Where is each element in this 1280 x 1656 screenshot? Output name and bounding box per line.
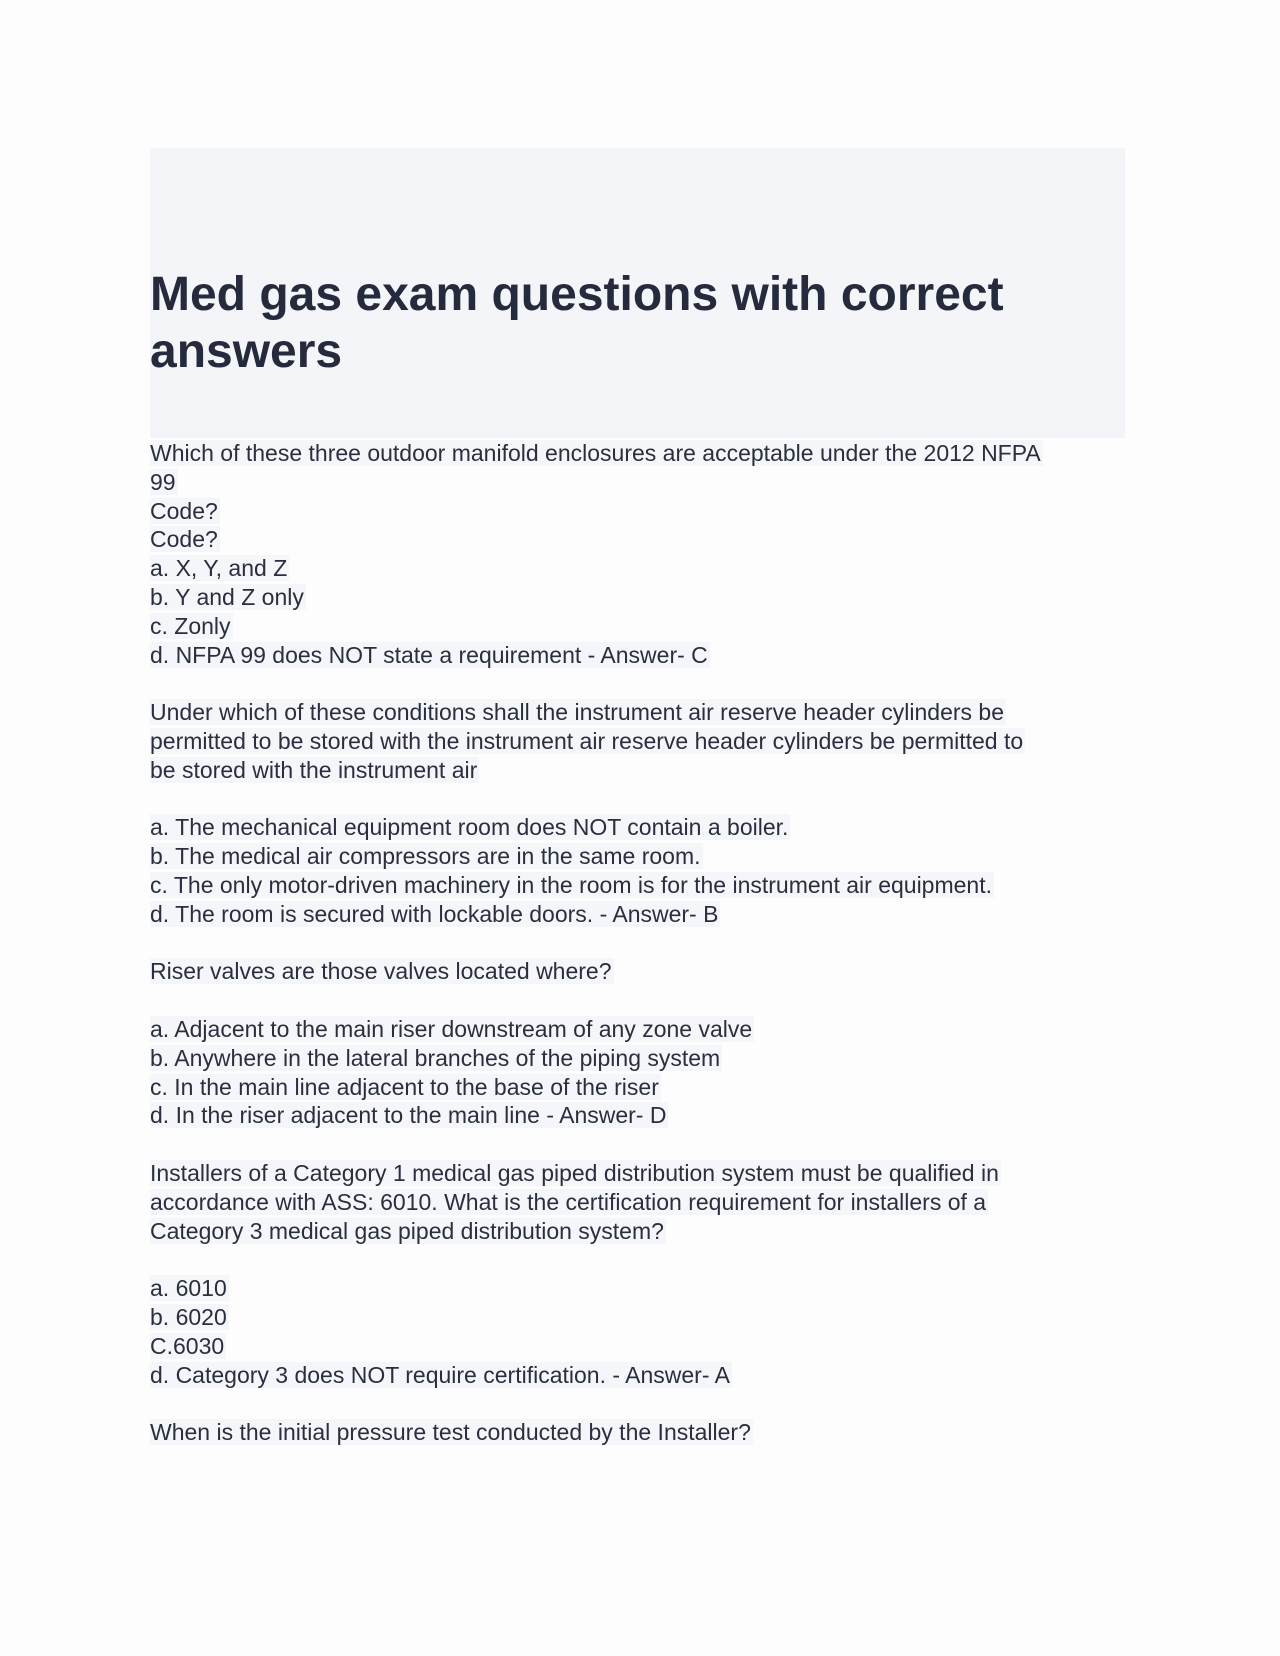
answer-option: b. The medical air compressors are in the same room. <box>150 843 701 870</box>
spacer <box>150 785 1125 814</box>
question-block <box>150 1159 1125 1245</box>
options-block <box>150 1015 1125 1130</box>
text-line: 99 <box>150 468 176 495</box>
document-body <box>150 439 1125 1447</box>
answer-option: a. The mechanical equipment room does NOT contain a boiler. <box>150 814 789 841</box>
answer-option: b. Y and Z only <box>150 583 304 610</box>
document-page <box>150 148 1125 1447</box>
answer-option: d. The room is secured with lockable doors. - Answer- B <box>150 900 719 927</box>
answer-option: d. NFPA 99 does NOT state a requirement - Answer- C <box>150 641 708 668</box>
text-line: When is the initial pressure test conducted by the Installer? <box>150 1419 751 1446</box>
options-block <box>150 1274 1125 1389</box>
answer-option: a. Adjacent to the main riser downstream of any zone valve <box>150 1015 753 1042</box>
text-line: Category 3 medical gas piped distribution system? <box>150 1217 664 1244</box>
answer-option: a. 6010 <box>150 1275 227 1302</box>
answer-option: a. X, Y, and Z <box>150 555 288 582</box>
text-line: permitted to be stored with the instrument air reserve header cylinders be permitted to <box>150 727 1024 754</box>
spacer <box>150 929 1125 958</box>
answer-option: d. In the riser adjacent to the main line - Answer- D <box>150 1102 667 1129</box>
answer-option: c. The only motor-driven machinery in the room is for the instrument air equipment. <box>150 871 992 898</box>
answer-option: c. Zonly <box>150 612 231 639</box>
text-line: Installers of a Category 1 medical gas piped distribution system must be qualified in <box>150 1159 999 1186</box>
text-line: Riser valves are those valves located where? <box>150 958 612 985</box>
spacer <box>150 986 1125 1015</box>
question-block <box>150 1418 1125 1447</box>
options-block <box>150 813 1125 928</box>
question-block <box>150 439 1125 669</box>
answer-option: d. Category 3 does NOT require certification. - Answer- A <box>150 1361 730 1388</box>
spacer <box>150 1130 1125 1159</box>
text-line: Under which of these conditions shall the instrument air reserve header cylinders be <box>150 699 1004 726</box>
page-title: Med gas exam questions with correct answers <box>150 268 1004 378</box>
question-block <box>150 957 1125 986</box>
spacer <box>150 1245 1125 1274</box>
answer-option: c. In the main line adjacent to the base of the riser <box>150 1073 659 1100</box>
spacer <box>150 1389 1125 1418</box>
spacer <box>150 669 1125 698</box>
text-line: accordance with ASS: 6010. What is the certification requirement for installers of a <box>150 1188 987 1215</box>
text-line: Which of these three outdoor manifold enclosures are acceptable under the 2012 NFPA <box>150 440 1041 466</box>
text-line: Code? <box>150 497 218 524</box>
answer-option: b. 6020 <box>150 1303 227 1330</box>
text-line: Code? <box>150 526 218 553</box>
text-line: be stored with the instrument air <box>150 756 478 783</box>
answer-option: C.6030 <box>150 1332 225 1359</box>
title-block <box>150 148 1125 438</box>
question-block <box>150 698 1125 784</box>
answer-option: b. Anywhere in the lateral branches of the piping system <box>150 1044 721 1071</box>
